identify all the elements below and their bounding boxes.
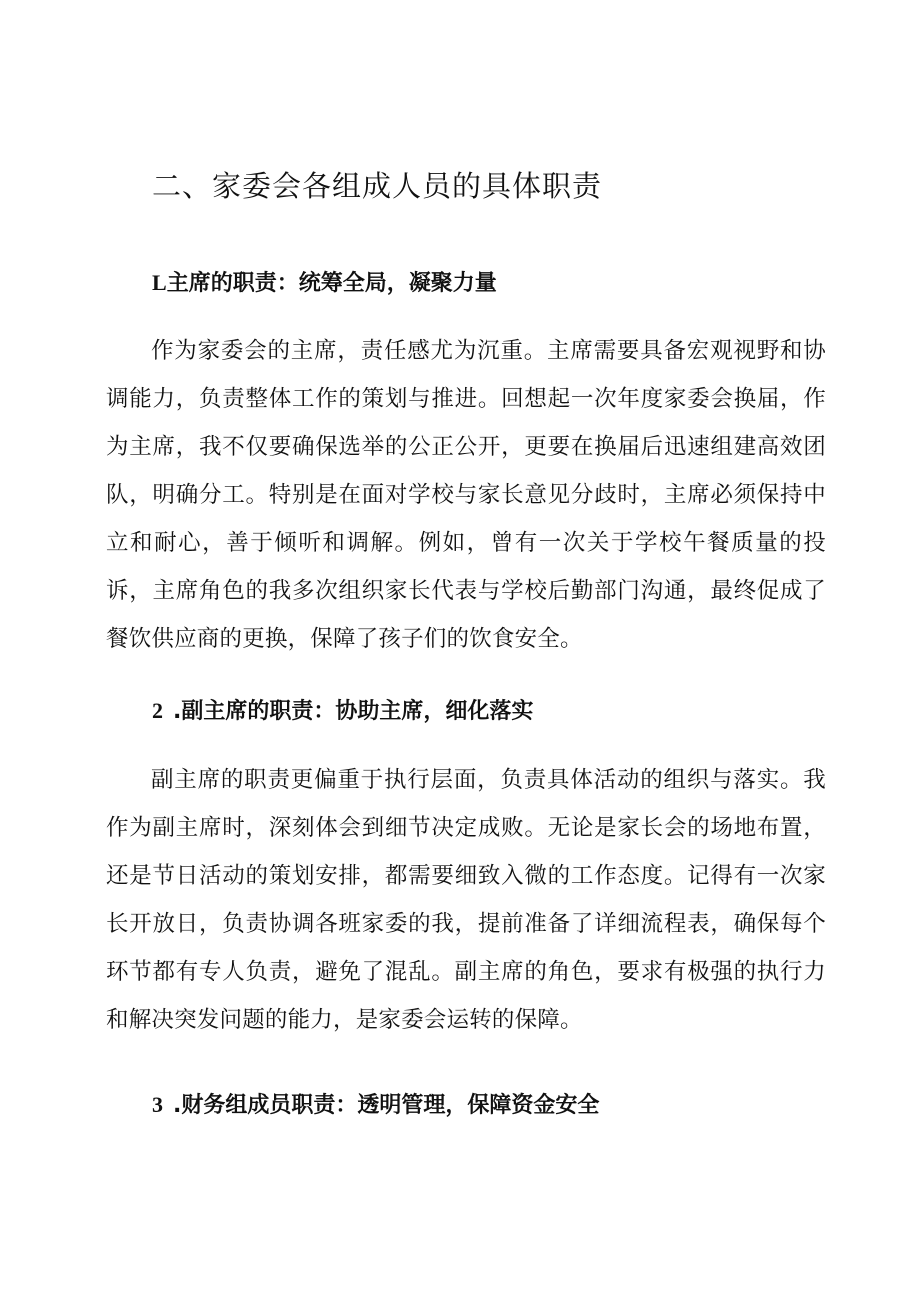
subheading-vice-chairman [152, 694, 533, 725]
section-title: 二、家委会各组成人员的具体职责 [152, 169, 603, 203]
subheading-text: .财务组成员职责：透明管理，保障资金安全 [173, 1093, 600, 1118]
subheading-number: 2 [152, 698, 163, 723]
subheading-chairman [152, 266, 497, 297]
paragraph-vice-chairman: 副主席的职责更偏重于执行层面，负责具体活动的组织与落实。我作为副主席时，深刻体会到细节决定成败。无论是家长会的场地布置，还是节日活动的策划安排，都需要细致入微的工作态度。记得有一次家长开放日，负责协调各班家委的我，提前准备了详细流程表，确保每个环节都有专人负责，避免了混乱。副主席的角色，要求有极强的执行力和解决突发问题的能力，是家委会运转的保障。 [106, 767, 826, 1033]
subheading-text: .副主席的职责：协助主席，细化落实 [173, 699, 534, 724]
subheading-text: 主席的职责：统筹全局，凝聚力量 [166, 271, 497, 296]
paragraph-chairman: 作为家委会的主席，责任感尤为沉重。主席需要具备宏观视野和协调能力，负责整体工作的策划与推进。回想起一次年度家委会换届，作为主席，我不仅要确保选举的公正公开，更要在换届后迅速组建高效团队，明确分工。特别是在面对学校与家长意见分歧时，主席必须保持中立和耐心，善于倾听和调解。例如，曾有一次关于学校午餐质量的投诉，主席角色的我多次组织家长代表与学校后勤部门沟通，最终促成了餐饮供应商的更换，保障了孩子们的饮食安全。 [106, 338, 826, 652]
subheading-number: 3 [152, 1092, 163, 1117]
subheading-finance-team [152, 1088, 599, 1119]
subheading-number: L [152, 270, 167, 295]
